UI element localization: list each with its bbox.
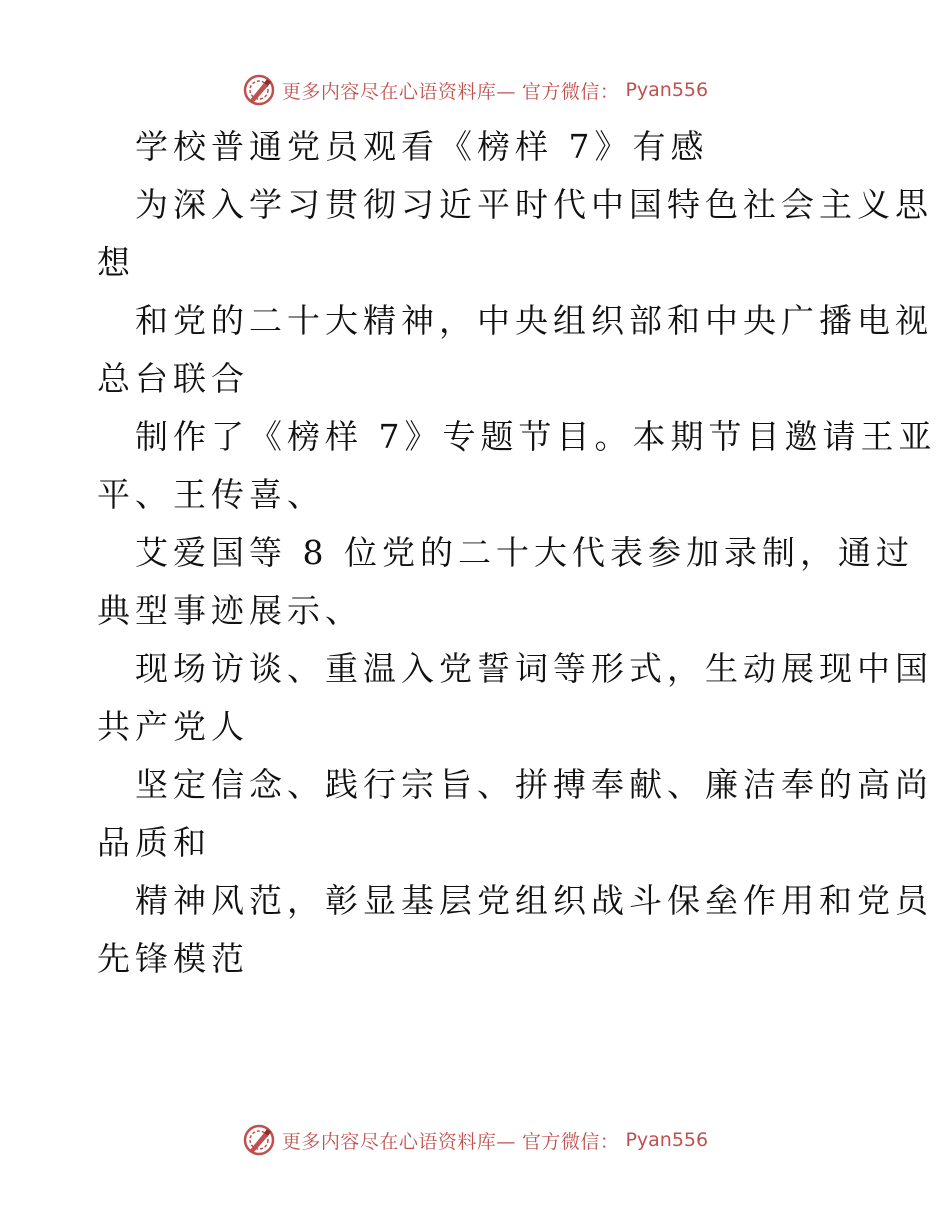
pen-nib-logo-icon [242, 73, 276, 107]
body-line: 和党的二十大精神，中央组织部和中央广播电视 [135, 301, 933, 340]
body-line: 制作了《榜样 7》专题节目。本期节目邀请王亚 [135, 417, 937, 456]
watermark-text: 更多内容尽在心语资料库— [281, 1130, 516, 1153]
document-title: 学校普通党员观看《榜样 7》有感 [135, 127, 709, 166]
body-line: 精神风范，彰显基层党组织战斗保垒作用和党员 [135, 881, 933, 920]
watermark-text: 更多内容尽在心语资料库— [281, 80, 516, 103]
body-line: 典型事迹展示、 [97, 591, 363, 630]
footer-watermark [0, 1120, 950, 1160]
body-line: 平、王传喜、 [97, 475, 325, 514]
header-watermark [0, 70, 950, 110]
pen-nib-logo-icon [242, 1123, 276, 1157]
body-line: 想 [97, 243, 135, 282]
watermark-contact-label: 官方微信： [521, 80, 620, 103]
body-line: 现场访谈、重温入党誓词等形式，生动展现中国 [135, 649, 933, 688]
body-line: 共产党人 [97, 707, 249, 746]
watermark-contact-id: Pyan556 [625, 1129, 709, 1151]
body-line: 总台联合 [97, 359, 249, 398]
watermark-contact-label: 官方微信： [521, 1130, 620, 1153]
body-line: 品质和 [97, 823, 211, 862]
body-line: 先锋模范 [97, 939, 249, 978]
body-line: 为深入学习贯彻习近平时代中国特色社会主义思 [135, 185, 933, 224]
watermark-contact-id: Pyan556 [625, 79, 709, 101]
body-line: 艾爱国等 8 位党的二十大代表参加录制，通过 [135, 533, 914, 572]
document-body [97, 118, 937, 988]
body-line: 坚定信念、践行宗旨、拼搏奉献、廉洁奉的高尚 [135, 765, 933, 804]
